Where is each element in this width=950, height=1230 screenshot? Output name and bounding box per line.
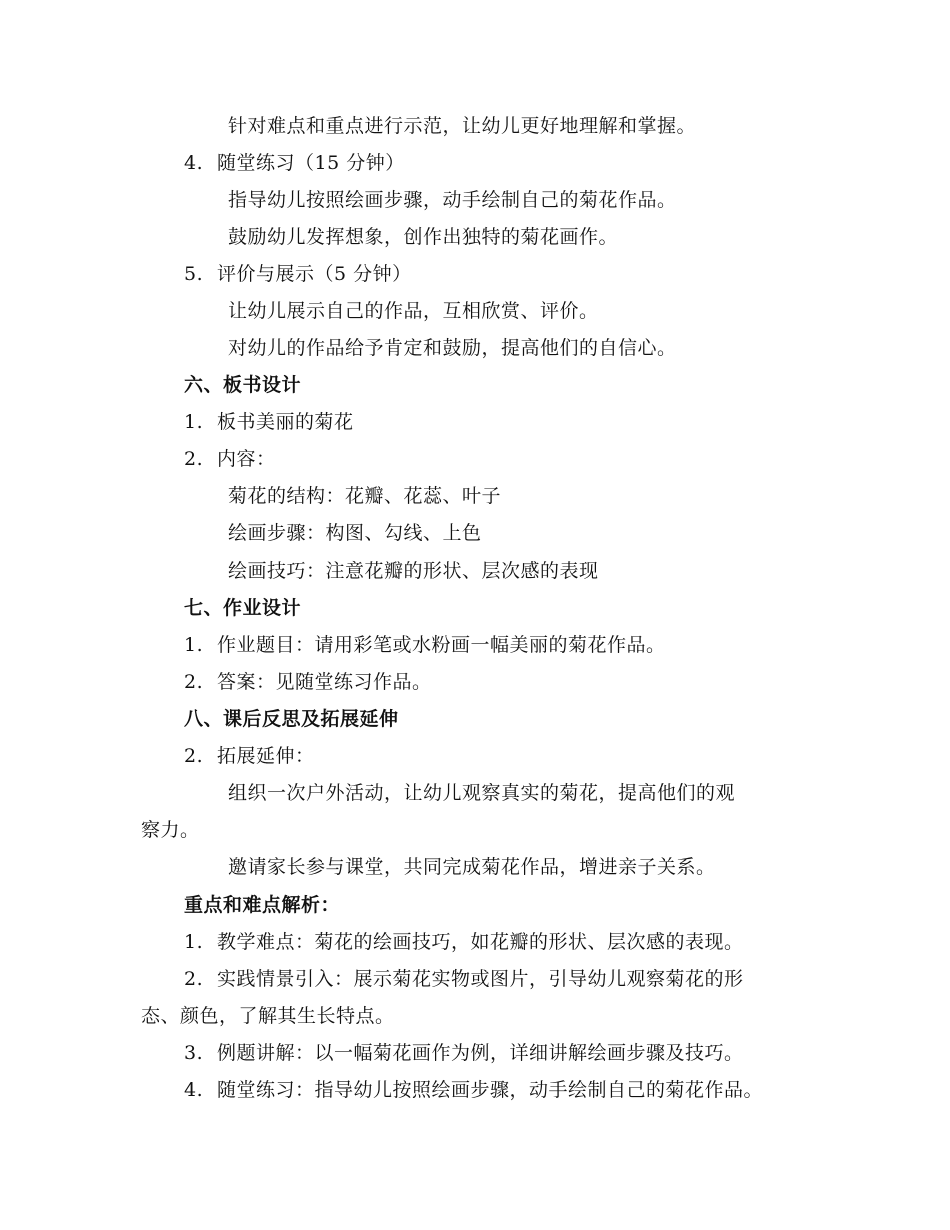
list-item: 3. 例题讲解：以一幅菊花画作为例，详细讲解绘画步骤及技巧。: [184, 1042, 744, 1064]
section-heading: 六、板书设计: [184, 374, 302, 396]
paragraph-line: 鼓励幼儿发挥想象，创作出独特的菊花画作。: [228, 226, 619, 248]
list-item: 1. 作业题目：请用彩笔或水粉画一幅美丽的菊花作品。: [184, 634, 666, 656]
list-number: 1.: [184, 634, 204, 656]
list-item: 2. 内容：: [184, 448, 276, 470]
list-number: 3.: [184, 1042, 204, 1064]
list-number: 1.: [184, 931, 204, 953]
paragraph-line: 指导幼儿按照绘画步骤，动手绘制自己的菊花作品。: [228, 189, 677, 211]
paragraph-continuation: 态、颜色，了解其生长特点。: [141, 1005, 395, 1027]
paragraph-line: 邀请家长参与课堂，共同完成菊花作品，增进亲子关系。: [228, 856, 716, 878]
list-item: 1. 教学难点：菊花的绘画技巧，如花瓣的形状、层次感的表现。: [184, 931, 744, 953]
list-item: 5. 评价与展示（5 分钟）: [184, 263, 412, 285]
section-heading: 七、作业设计: [184, 597, 302, 619]
list-item: 4. 随堂练习：指导幼儿按照绘画步骤，动手绘制自己的菊花作品。: [184, 1079, 764, 1101]
list-item: 2. 实践情景引入：展示菊花实物或图片，引导幼儿观察菊花的形: [184, 968, 744, 990]
list-number: 4.: [184, 152, 204, 174]
list-number: 2.: [184, 968, 204, 990]
list-number: 1.: [184, 411, 204, 433]
list-number: 4.: [184, 1079, 204, 1101]
section-heading: 八、课后反思及拓展延伸: [184, 708, 399, 730]
section-heading: 重点和难点解析：: [184, 894, 341, 916]
list-item: 1. 板书美丽的菊花: [184, 411, 354, 433]
paragraph-line: 针对难点和重点进行示范，让幼儿更好地理解和掌握。: [228, 115, 697, 137]
list-item: 2. 答案：见随堂练习作品。: [184, 671, 432, 693]
paragraph-continuation: 察力。: [141, 819, 200, 841]
list-item: 2. 拓展延伸：: [184, 745, 315, 767]
paragraph-line: 菊花的结构：花瓣、花蕊、叶子: [228, 485, 502, 507]
list-item: 4. 随堂练习（15 分钟）: [184, 152, 405, 174]
paragraph-line: 绘画步骤：构图、勾线、上色: [228, 522, 482, 544]
list-number: 2.: [184, 448, 204, 470]
paragraph-line: 让幼儿展示自己的作品，互相欣赏、评价。: [228, 300, 599, 322]
paragraph-line: 组织一次户外活动，让幼儿观察真实的菊花，提高他们的观: [228, 782, 736, 804]
paragraph-line: 绘画技巧：注意花瓣的形状、层次感的表现: [228, 560, 599, 582]
list-number: 5.: [184, 263, 204, 285]
list-number: 2.: [184, 671, 204, 693]
paragraph-line: 对幼儿的作品给予肯定和鼓励，提高他们的自信心。: [228, 337, 677, 359]
list-number: 2.: [184, 745, 204, 767]
